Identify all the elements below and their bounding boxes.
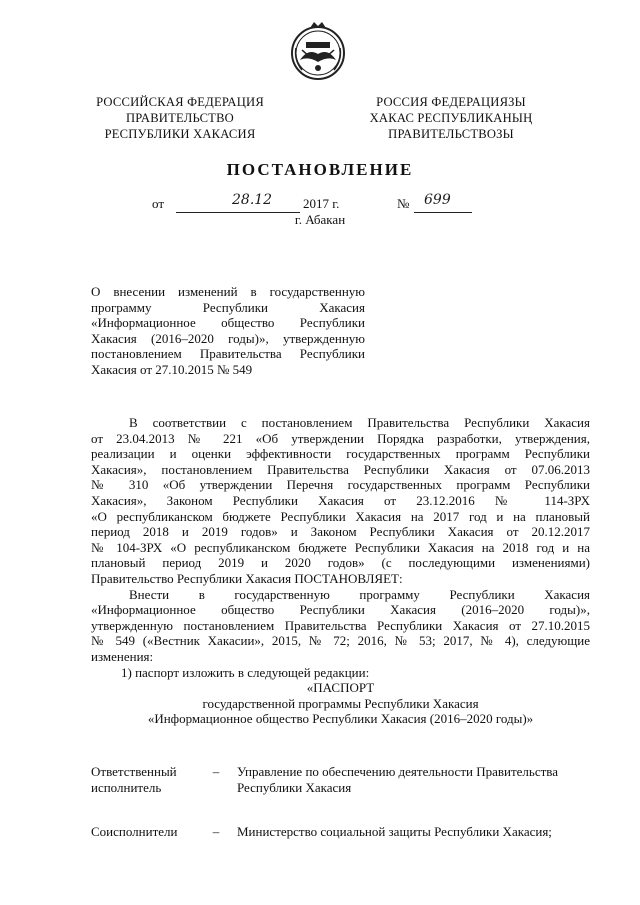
city-line: г. Абакан: [294, 212, 346, 227]
number-field: [414, 192, 472, 213]
passport-label-line: Соисполнители: [91, 824, 178, 839]
body-line: плановый период 2019 и 2020 годов» (с последующими изменениями): [91, 555, 590, 571]
passport-value-coexecutors: [237, 824, 597, 840]
year-label: 2017 г.: [303, 196, 340, 211]
passport-heading: «ПАСПОРТ: [306, 680, 375, 696]
body-line: изменения:: [91, 648, 154, 664]
subject-line: Хакасия от 27.10.2015 № 549: [91, 361, 253, 377]
body-line: «О республиканском бюджете Республики Хакасия на 2017 год и на плановый: [91, 508, 590, 524]
body-line: № 310 «Об утверждении Перечня государственных программ Республики: [91, 477, 590, 493]
subject-line: Хакасия (2016–2020 годы)», утвержденную: [91, 330, 365, 346]
header-left-line: ПРАВИТЕЛЬСТВО: [126, 111, 234, 125]
header-left-ru: [82, 94, 278, 142]
body-line: № 104-ЗРХ «О республиканском бюджете Республики Хакасия на 2018 год и на: [91, 539, 590, 555]
subject-line: программу Республики Хакасия: [91, 299, 365, 315]
date-handwritten: 28.12: [232, 192, 273, 208]
body-line: № 549 («Вестник Хакасии», 2015, № 72; 2016, № 53; 2017, № 4), следующие: [91, 633, 590, 649]
header-right-line: РОССИЯ ФЕДЕРАЦИЯЗЫ: [376, 95, 526, 109]
passport-label-responsible: [91, 764, 211, 796]
body-line: утвержденную постановлением Правительства Республики Хакасия от 27.10.2015: [91, 617, 590, 633]
body-line: Правительство Республики Хакасия ПОСТАНОВЛЯЕТ:: [91, 570, 403, 586]
passport-label-line: исполнитель: [91, 780, 162, 795]
document-title: ПОСТАНОВЛЕНИЕ: [226, 160, 414, 179]
passport-label-coexecutors: [91, 824, 211, 840]
subject-line: постановлением Правительства Республики: [91, 346, 365, 362]
header-right-line: ХАКАС РЕСПУБЛИКАНЫҢ: [369, 111, 533, 125]
passport-value-responsible: [237, 764, 597, 796]
passport-value-line: Республики Хакасия: [237, 780, 352, 795]
subject-block: [91, 284, 365, 378]
body-line: Внести в государственную программу Республики Хакасия: [129, 586, 590, 602]
body-line: В соответствии с постановлением Правительства Республики Хакасия: [129, 415, 590, 430]
passport-dash: –: [212, 824, 220, 839]
date-field: [176, 192, 300, 213]
body-line: от 23.04.2013 № 221 «Об утверждении Порядка разработки, утверждения,: [91, 430, 590, 446]
body-line: «Информационное общество Республики Хакасия (2016–2020 годы)»,: [91, 602, 590, 618]
passport-subheading: «Информационное общество Республики Хакасия (2016–2020 годы)»: [147, 711, 534, 727]
passport-value-line: Министерство социальной защиты Республики Хакасия;: [237, 824, 552, 839]
coat-of-arms-emblem: [288, 20, 348, 82]
body-line: реализации и оценки эффективности государственных программ Республики: [91, 446, 590, 462]
header-right-kh: [356, 94, 546, 142]
body-line: Хакасия», постановлением Правительства Республики Хакасия от 07.06.2013: [91, 461, 590, 477]
header-right-line: ПРАВИТЕЛЬСТВОЗЫ: [388, 127, 514, 141]
passport-subheading: государственной программы Республики Хакасия: [202, 695, 479, 711]
body-line: 1) паспорт изложить в следующей редакции:: [121, 664, 370, 680]
body-line: Хакасия», Законом Республики Хакасия от 23.12.2016 № 114-ЗРХ: [91, 492, 590, 508]
number-label: №: [397, 196, 410, 211]
number-handwritten: 699: [424, 192, 451, 208]
date-prefix: от: [152, 196, 165, 211]
header-left-line: РЕСПУБЛИКИ ХАКАСИЯ: [104, 127, 256, 141]
passport-value-line: Управление по обеспечению деятельности Правительства: [237, 764, 559, 779]
body-text: [91, 415, 590, 727]
subject-line: О внесении изменений в государственную: [91, 284, 365, 299]
subject-line: «Информационное общество Республики: [91, 315, 365, 331]
header-left-line: РОССИЙСКАЯ ФЕДЕРАЦИЯ: [96, 95, 264, 109]
passport-dash: –: [212, 764, 220, 779]
body-line: период 2018 и 2019 годов» и Законом Республики Хакасия от 20.12.2017: [91, 524, 590, 540]
passport-label-line: Ответственный: [91, 764, 177, 779]
